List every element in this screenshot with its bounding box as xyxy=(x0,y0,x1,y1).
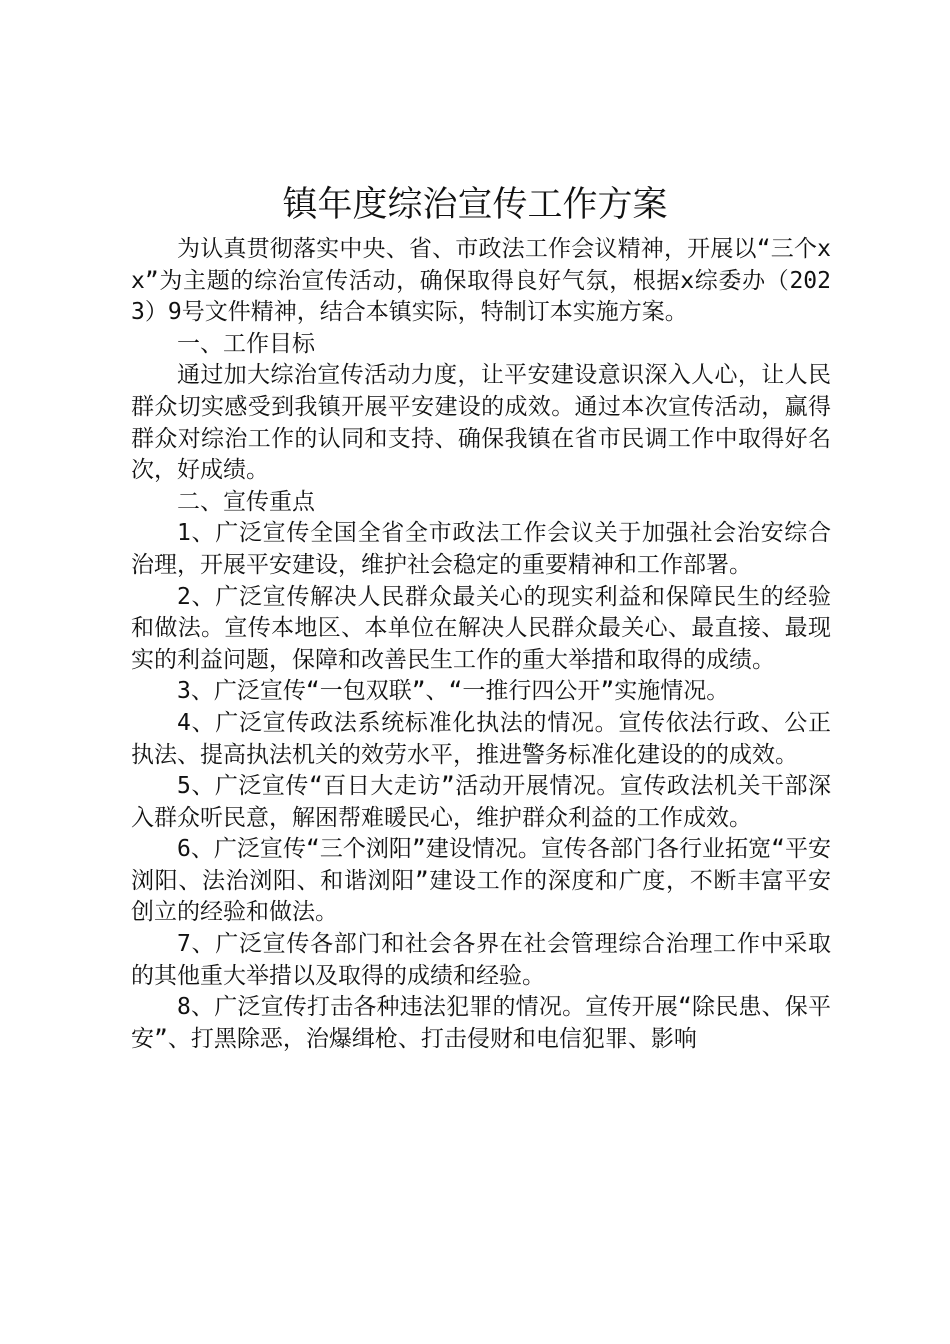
intro-paragraph: 为认真贯彻落实中央、省、市政法工作会议精神，开展以“三个xx”为主题的综治宣传活动，确保取得良好气氛，根据x综委办（2023）9号文件精神，结合本镇实际，特制订本实施方案。 xyxy=(131,236,831,326)
document-title: 镇年度综治宣传工作方案 xyxy=(282,185,668,225)
focus-item-1: 1、广泛宣传全国全省全市政法工作会议关于加强社会治安综合治理，开展平安建设，维护社会稳定的重要精神和工作部署。 xyxy=(131,520,831,578)
section-heading-focus: 二、宣传重点 xyxy=(177,488,315,515)
focus-item-6: 6、广泛宣传“三个浏阳”建设情况。宣传各部门各行业拓宽“平安浏阳、法治浏阳、和谐浏阳”建设工作的深度和广度，不断丰富平安创立的经验和做法。 xyxy=(131,836,831,926)
focus-item-5: 5、广泛宣传“百日大走访”活动开展情况。宣传政法机关干部深入群众听民意，解困帮难暖民心，维护群众利益的工作成效。 xyxy=(131,773,831,831)
focus-item-7: 7、广泛宣传各部门和社会各界在社会管理综合治理工作中采取的其他重大举措以及取得的成绩和经验。 xyxy=(131,931,831,989)
document-body xyxy=(131,234,831,1055)
focus-item-4: 4、广泛宣传政法系统标准化执法的情况。宣传依法行政、公正执法、提高执法机关的效劳水平，推进警务标准化建设的的成效。 xyxy=(131,709,831,768)
focus-item-2: 2、广泛宣传解决人民群众最关心的现实利益和保障民生的经验和做法。宣传本地区、本单位在解决人民群众最关心、最直接、最现实的利益问题，保障和改善民生工作的重大举措和取得的成绩。 xyxy=(131,583,831,673)
section-heading-goals: 一、工作目标 xyxy=(177,330,315,357)
focus-item-3: 3、广泛宣传“一包双联”、“一推行四公开”实施情况。 xyxy=(177,678,730,705)
goals-paragraph: 通过加大综治宣传活动力度，让平安建设意识深入人心，让人民群众切实感受到我镇开展平安建设的成效。通过本次宣传活动，赢得群众对综治工作的认同和支持、确保我镇在省市民调工作中取得好名次，好成绩。 xyxy=(131,362,831,484)
focus-item-8: 8、广泛宣传打击各种违法犯罪的情况。宣传开展“除民患、保平安”、打黑除恶，治爆缉枪、打击侵财和电信犯罪、影响 xyxy=(131,994,831,1052)
